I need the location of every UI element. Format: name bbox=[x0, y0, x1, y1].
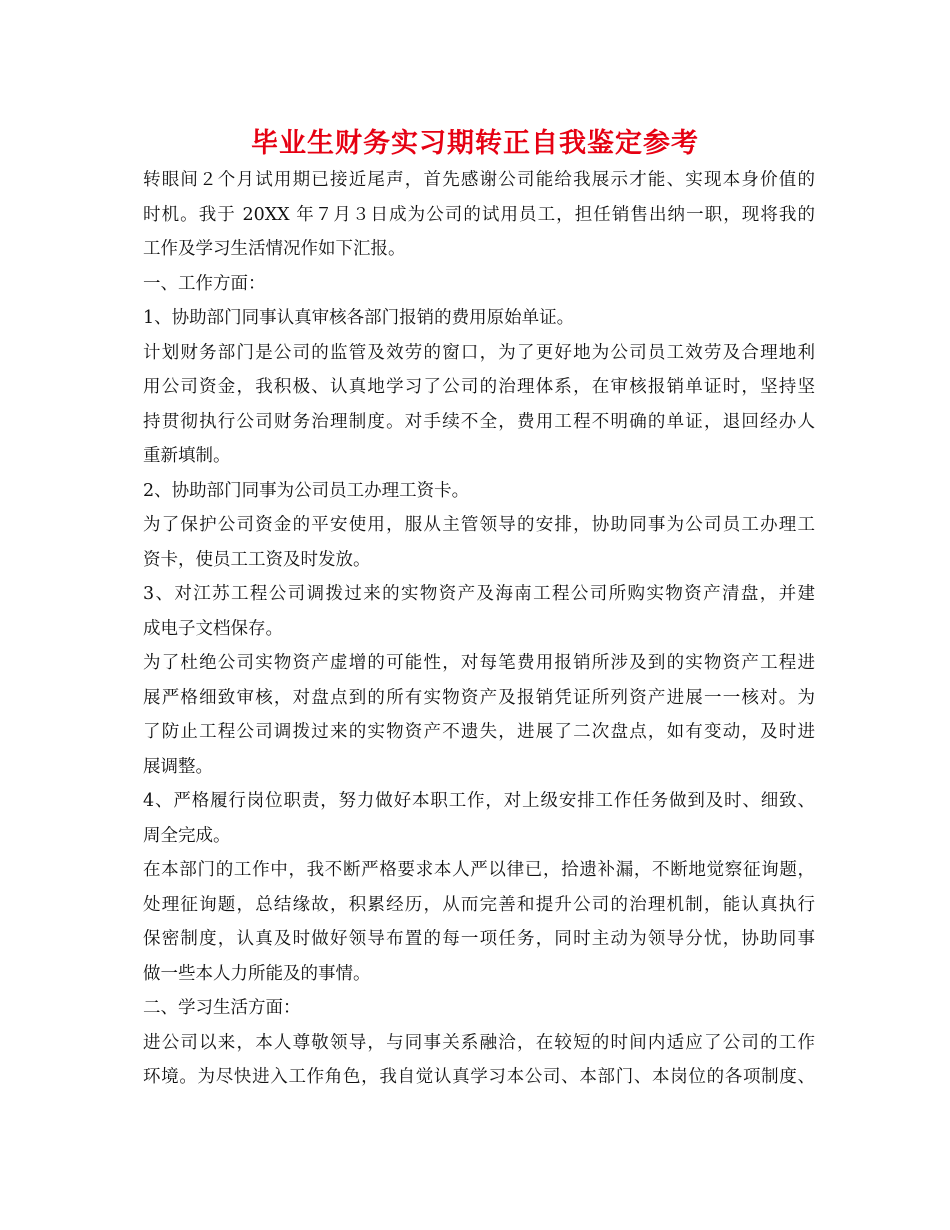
paragraph-line: 进公司以来，本人尊敬领导，与同事关系融洽，在较短的时间内适应了公司的工作 bbox=[143, 1032, 815, 1053]
paragraph-line: 展严格细致审核，对盘点到的所有实物资产及报销凭证所列资产进展一一核对。为 bbox=[143, 687, 815, 708]
paragraph-line: 转眼间２个月试用期已接近尾声，首先感谢公司能给我展示才能、实现本身价值的 bbox=[143, 170, 815, 190]
paragraph-line: 用公司资金，我积极、认真地学习了公司的治理体系，在审核报销单证时，坚持坚 bbox=[143, 377, 815, 397]
paragraph-line: 为了保护公司资金的平安使用，服从主管领导的安排，协助同事为公司员工办理工 bbox=[143, 515, 815, 535]
paragraph-line: 重新填制。 bbox=[143, 446, 231, 466]
subsection-heading: 3、对江苏工程公司调拨过来的实物资产及海南工程公司所购实物资产清盘，并建 bbox=[143, 584, 815, 604]
paragraph-line: 在本部门的工作中，我不断严格要求本人严以律已，拾遗补漏，不断地觉察征询题， bbox=[143, 860, 815, 880]
document-title: 毕业生财务实习期转正自我鉴定参考 bbox=[251, 128, 699, 159]
paragraph-line: 为了杜绝公司实物资产虚增的可能性，对每笔费用报销所涉及到的实物资产工程进 bbox=[143, 653, 815, 673]
subsection-heading: 2、协助部门同事为公司员工办理工资卡。 bbox=[143, 480, 470, 501]
subsection-heading: 成电子文档保存。 bbox=[143, 618, 283, 639]
paragraph-line: 展调整。 bbox=[143, 756, 213, 777]
paragraph-line: 保密制度，认真及时做好领导布置的每一项任务，同时主动为领导分忧，协助同事 bbox=[143, 929, 815, 949]
paragraph-line: 做一些本人力所能及的事情。 bbox=[143, 963, 371, 984]
paragraph-line: 工作及学习生活情况作如下汇报。 bbox=[143, 239, 406, 259]
document-body bbox=[143, 163, 815, 1095]
subsection-heading: 4、严格履行岗位职责，努力做好本职工作，对上级安排工作任务做到及时、细致、 bbox=[143, 791, 815, 811]
paragraph-line: 环境。为尽快进入工作角色，我自觉认真学习本公司、本部门、本岗位的各项制度、 bbox=[143, 1067, 815, 1087]
paragraph-line: 了防止工程公司调拨过来的实物资产不遗失，进展了二次盘点，如有变动，及时进 bbox=[143, 722, 815, 742]
paragraph-line: 持贯彻执行公司财务治理制度。对手续不全，费用工程不明确的单证，退回经办人 bbox=[143, 411, 815, 432]
subsection-heading: 1、协助部门同事认真审核各部门报销的费用原始单证。 bbox=[143, 308, 575, 328]
section-heading: 一、工作方面： bbox=[143, 273, 266, 294]
paragraph-line: 处理征询题，总结缘故，积累经历，从而完善和提升公司的治理机制，能认真执行 bbox=[143, 894, 815, 915]
paragraph-line: 计划财务部门是公司的监管及效劳的窗口，为了更好地为公司员工效劳及合理地利 bbox=[143, 342, 815, 363]
section-heading: 二、学习生活方面： bbox=[143, 998, 301, 1018]
subsection-heading: 周全完成。 bbox=[143, 825, 231, 846]
paragraph-line: 资卡，使员工工资及时发放。 bbox=[143, 549, 371, 570]
paragraph-line: 时机。我于 20XX 年７月３日成为公司的试用员工，担任销售出纳一职，现将我的 bbox=[143, 204, 815, 225]
